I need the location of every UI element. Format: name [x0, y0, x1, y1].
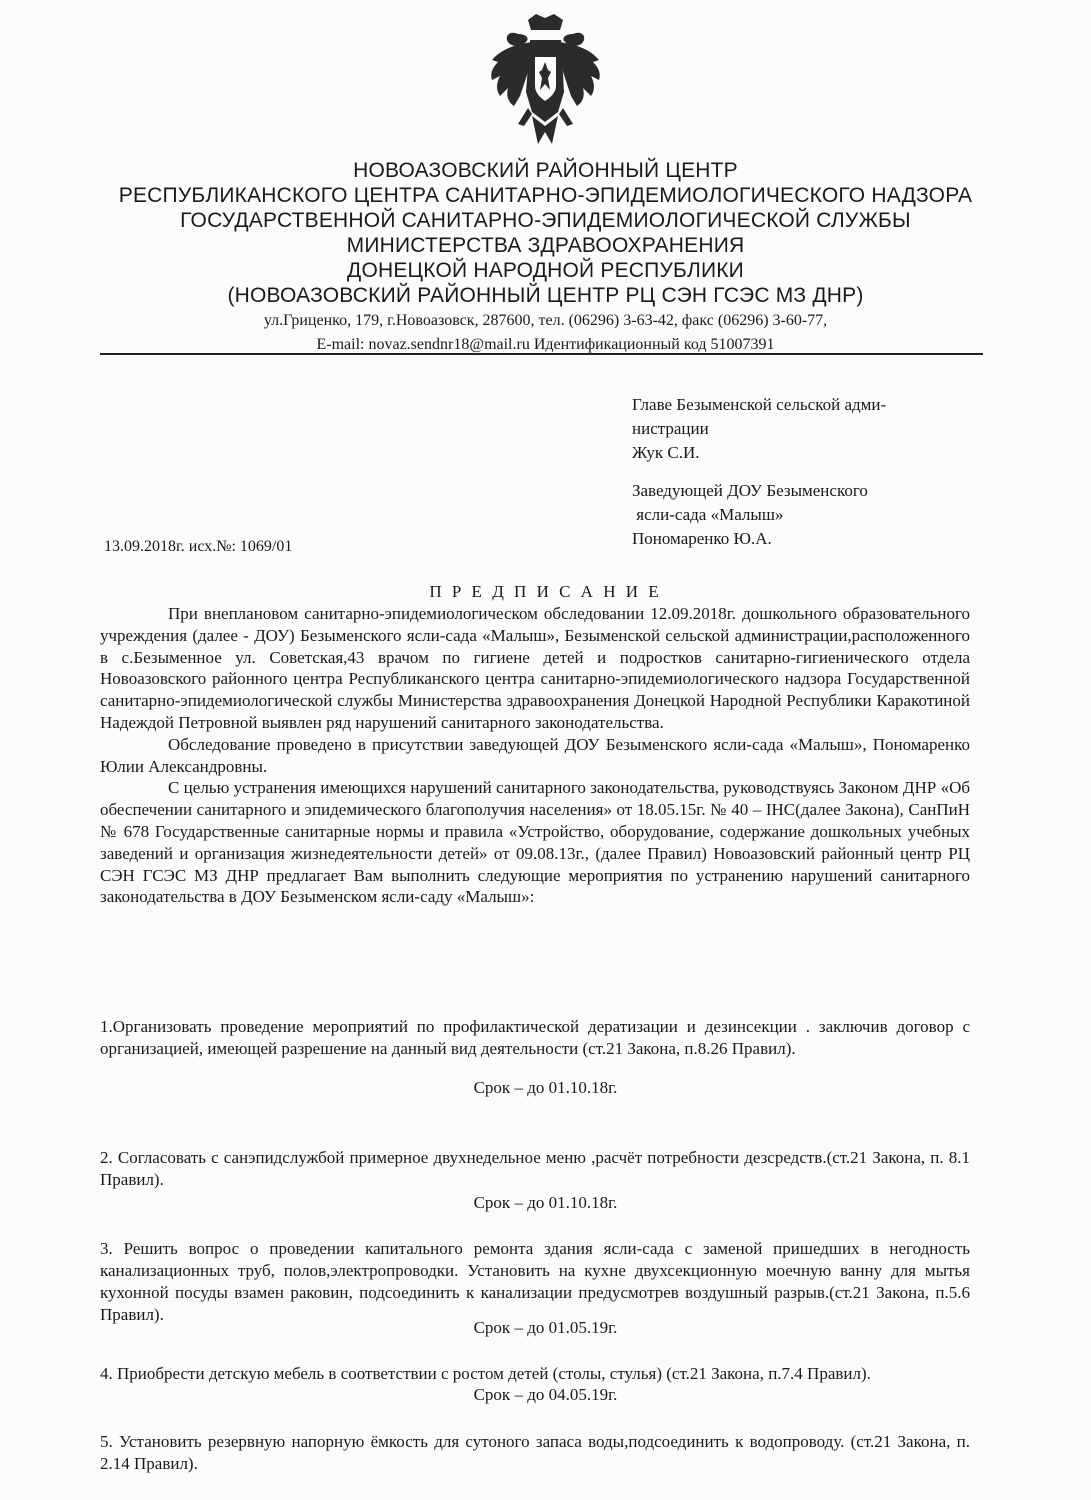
addressee-block	[632, 393, 932, 465]
requirement-deadline: Срок – до 01.10.18г.	[473, 1193, 618, 1212]
document-title: П Р Е Д П И С А Н И Е	[429, 582, 662, 601]
requirement-deadline: Срок – до 01.05.19г.	[473, 1318, 618, 1337]
org-email: E-mail: novaz.sendnr18@mail.ru Идентификационный код 51007391	[316, 336, 775, 353]
letterhead-divider	[100, 353, 983, 355]
requirement-deadline: Срок – до 01.10.18г.	[473, 1078, 618, 1097]
letterhead	[60, 158, 1031, 356]
intro-paragraph: Обследование проведено в присутствии заведующей ДОУ Безыменского ясли-сада «Малыш», Пономаренко Юлии Александровны.	[100, 734, 970, 776]
requirement-item: 5. Установить резервную напорную ёмкость для сутоного запаса воды,подсоединить к водопроводу. (ст.21 Закона, п. 2.14 Правил).	[100, 1432, 970, 1473]
intro-paragraph: При внеплановом санитарно-эпидемиологическом обследовании 12.09.2018г. дошкольного образовательного учреждения (далее - ДОУ) Безыменского ясли-сада «Малыш», Безыменской сельской администрации,расположенного в с.Безыменное ул. Советская,43 врачом по гигиене детей и подростков санитарно-гигиенического отдела Новоазовского районного центра Республиканского центра санитарно-эпидемиологического надзора Государственной санитарно-эпидемиологической службы Министерства здравоохранения Донецкой Народной Республики Каракотиной Надеждой Петровной выявлен ряд нарушений санитарного законодательства.	[100, 604, 970, 732]
org-name-line: ГОСУДАРСТВЕННОЙ САНИТАРНО-ЭПИДЕМИОЛОГИЧЕСКОЙ СЛУЖБЫ	[180, 209, 911, 232]
requirement-item: 3. Решить вопрос о проведении капитального ремонта здания ясли-сада с заменой пришедших в негодность канализационных труб, полов,электропроводки. Установить на кухне двухсекционную моечную ванну для мытья кухонной посуды взамен раковин, подсоединить к канализации предусмотрев воздушный разрыв.(ст.21 Закона, п.5.6 Правил).	[100, 1239, 970, 1324]
requirement-deadline: Срок – до 04.05.19г.	[473, 1385, 618, 1404]
addressee-line: Заведующей ДОУ Безыменского	[632, 481, 868, 500]
org-name-line: МИНИСТЕРСТВА ЗДРАВООХРАНЕНИЯ	[346, 234, 745, 257]
addressee-line: нистрации	[632, 419, 709, 438]
intro-text	[100, 603, 970, 908]
org-name-line: ДОНЕЦКОЙ НАРОДНОЙ РЕСПУБЛИКИ	[347, 259, 744, 282]
requirement-item: 4. Приобрести детскую мебель в соответствии с ростом детей (столы, стулья) (ст.21 Закона, п.7.4 Правил).	[100, 1364, 871, 1383]
coat-of-arms-eagle-icon	[488, 12, 603, 152]
addressee-line: Главе Безыменской сельской адми-	[632, 395, 887, 414]
requirement-item: 1.Организовать проведение мероприятий по профилактической дератизации и дезинсекции . заключив договор с организацией, имеющей разрешение на данный вид деятельности (ст.21 Закона, п.8.26 Правил).	[100, 1017, 970, 1058]
addressee-line: Жук С.И.	[632, 443, 700, 462]
org-name-line: (НОВОАЗОВСКИЙ РАЙОННЫЙ ЦЕНТР РЦ СЭН ГСЭС МЗ ДНР)	[227, 284, 864, 307]
requirement-item: 2. Согласовать с санэпидслужбой примерное двухнедельное меню ,расчёт потребности дезсредств.(ст.21 Закона, п. 8.1 Правил).	[100, 1148, 970, 1189]
org-address: ул.Гриценко, 179, г.Новоазовск, 287600, тел. (06296) 3-63-42, факс (06296) 3-60-77,	[263, 312, 828, 329]
outgoing-number: 13.09.2018г. исх.№: 1069/01	[104, 538, 293, 555]
addressee-line: Пономаренко Ю.А.	[632, 529, 772, 548]
addressee-block	[632, 479, 932, 551]
intro-paragraph: С целью устранения имеющихся нарушений санитарного законодательства, руководствуясь Законом ДНР «Об обеспечении санитарного и эпидемического благополучия населения» от 18.05.15г. № 40 – IHC(далее Закона), СанПиН № 678 Государственные санитарные нормы и правила «Устройство, оборудование, содержание дошкольных учебных заведений и организация жизнедеятельности детей» от 09.08.13г., (далее Правил) Новоазовский районный центр РЦ СЭН ГСЭС МЗ ДНР предлагает Вам выполнить следующие мероприятия по устранению нарушений санитарного законодательства в ДОУ Безыменском ясли-саду «Малыш»:	[100, 778, 970, 907]
org-name-line: РЕСПУБЛИКАНСКОГО ЦЕНТРА САНИТАРНО-ЭПИДЕМИОЛОГИЧЕСКОГО НАДЗОРА	[118, 184, 973, 207]
org-name-line: НОВОАЗОВСКИЙ РАЙОННЫЙ ЦЕНТР	[353, 159, 738, 182]
addressee-line: ясли-сада «Малыш»	[632, 505, 784, 524]
